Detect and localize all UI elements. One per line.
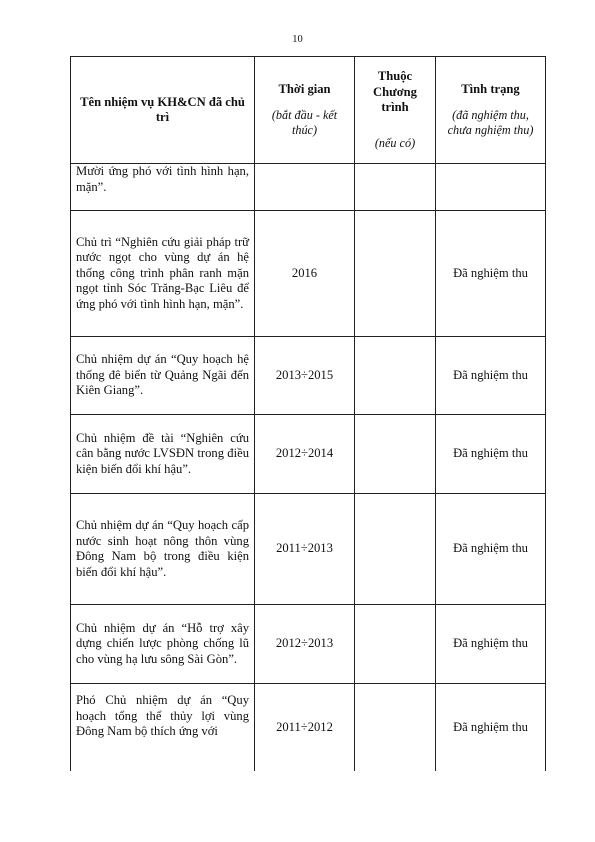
status-cell: Đã nghiệm thu — [436, 684, 546, 772]
status-cell — [436, 164, 546, 211]
header-time-label: Thời gian — [278, 82, 331, 97]
header-program-label: Thuộc Chương trình — [373, 69, 417, 115]
table-row — [71, 164, 546, 211]
status-cell: Đã nghiệm thu — [436, 494, 546, 605]
table-row — [71, 337, 546, 415]
program-cell — [355, 164, 436, 211]
program-cell — [355, 494, 436, 605]
status-cell: Đã nghiệm thu — [436, 415, 546, 494]
page-number: 10 — [292, 34, 303, 45]
task-cell: Chủ nhiệm dự án “Hỗ trợ xây dựng chiến lược phòng chống lũ cho vùng hạ lưu sông Sài Gòn”. — [71, 605, 255, 684]
table-row — [71, 211, 546, 337]
time-cell: 2011÷2013 — [255, 494, 355, 605]
program-cell — [355, 211, 436, 337]
program-cell — [355, 605, 436, 684]
header-status-sub: (đã nghiệm thu, chưa nghiệm thu) — [447, 107, 534, 137]
time-cell: 2011÷2012 — [255, 684, 355, 772]
header-task — [71, 57, 255, 164]
header-program-sub: (nếu có) — [374, 135, 416, 150]
header-status-label: Tình trạng — [461, 82, 520, 97]
header-task-label: Tên nhiệm vụ KH&CN đã chủ trì — [80, 94, 245, 124]
task-table — [70, 56, 546, 771]
task-cell: Chủ nhiệm dự án “Quy hoạch hệ thống đê biển từ Quảng Ngãi đến Kiên Giang”. — [71, 337, 255, 415]
task-cell: Chủ trì “Nghiên cứu giải pháp trữ nước ngọt cho vùng dự án hệ thống công trình phân ranh mặn ngọt tỉnh Sóc Trăng-Bạc Liêu để ứng phó với tình hình hạn, mặn”. — [71, 211, 255, 337]
status-cell: Đã nghiệm thu — [436, 605, 546, 684]
time-cell: 2016 — [255, 211, 355, 337]
table-header-row — [71, 57, 546, 164]
table-row — [71, 415, 546, 494]
table-row — [71, 684, 546, 772]
status-cell: Đã nghiệm thu — [436, 211, 546, 337]
header-status — [436, 57, 546, 164]
time-cell: 2013÷2015 — [255, 337, 355, 415]
table-row — [71, 494, 546, 605]
time-cell: 2012÷2014 — [255, 415, 355, 494]
program-cell — [355, 415, 436, 494]
task-cell: Phó Chủ nhiệm dự án “Quy hoạch tổng thể thủy lợi vùng Đông Nam bộ thích ứng với — [71, 684, 255, 772]
table-row — [71, 605, 546, 684]
task-cell: Mười ứng phó với tình hình hạn, mặn”. — [71, 164, 255, 211]
task-cell: Chủ nhiệm dự án “Quy hoạch cấp nước sinh hoạt nông thôn vùng Đông Nam bộ trong điều kiện biến đổi khí hậu”. — [71, 494, 255, 605]
header-time — [255, 57, 355, 164]
time-cell — [255, 164, 355, 211]
task-cell: Chủ nhiệm đề tài “Nghiên cứu cân bằng nước LVSĐN trong điều kiện biến đổi khí hậu”. — [71, 415, 255, 494]
time-cell: 2012÷2013 — [255, 605, 355, 684]
header-program — [355, 57, 436, 164]
header-time-sub: (bắt đầu - kết thúc) — [271, 107, 338, 137]
program-cell — [355, 684, 436, 772]
status-cell: Đã nghiệm thu — [436, 337, 546, 415]
program-cell — [355, 337, 436, 415]
